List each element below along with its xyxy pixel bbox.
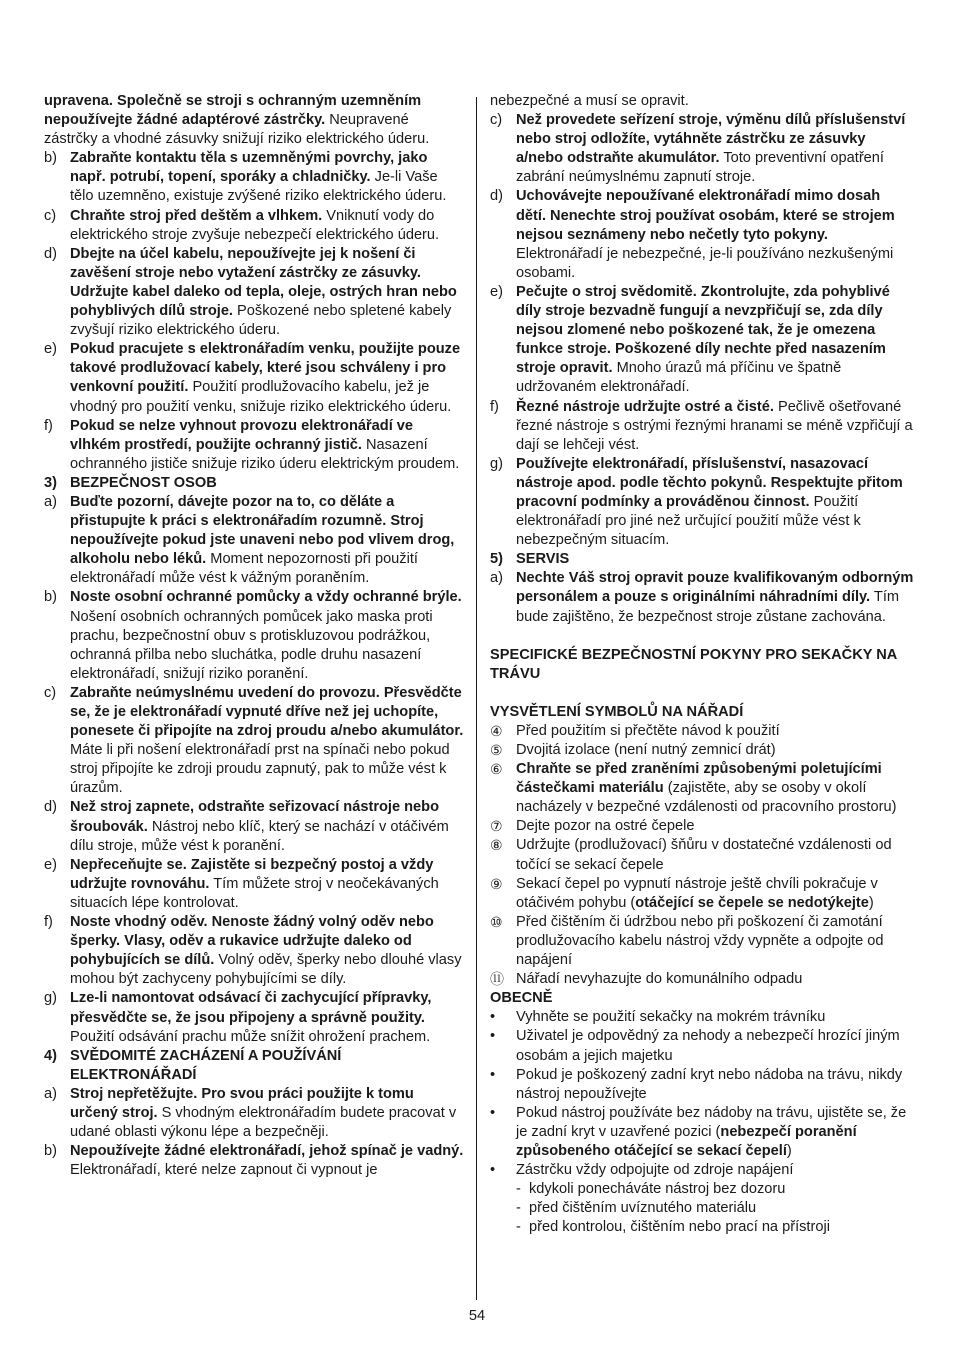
item-marker: c) — [44, 207, 57, 224]
body-text: Dvojitá izolace (není nutný zemnicí drát) — [516, 742, 776, 758]
bullet-item — [490, 1008, 914, 1027]
symbol-item — [490, 760, 914, 817]
body-text: Máte li při nošení elektronářadí prst na spínači nebo pokud stroj připojíte ke zdroji proudu zapnutý, pak to může vést k úrazům. — [70, 742, 450, 797]
list-item — [490, 283, 914, 398]
bold-text: Chraňte stroj před deštěm a vlhkem. — [70, 207, 323, 224]
body-text: nebezpečné a musí se opravit. — [490, 93, 689, 109]
body-text: Vyhněte se použití sekačky na mokrém trávníku — [516, 1009, 826, 1026]
body-text: Elektronářadí, které nelze zapnout či vypnout je — [70, 1162, 378, 1179]
symbol-item — [490, 836, 914, 874]
item-marker: • — [490, 1066, 496, 1083]
body-text: Je-li Vaše tělo uzemněno, existuje zvýšené riziko elektrického úderu. — [70, 169, 447, 205]
body-text: S vhodným elektronářadím budete pracovat v udané oblasti výkonu lépe a bezpečněji. — [70, 1104, 457, 1141]
body-text: Neupravené zástrčky a vhodné zásuvky snižují riziko elektrického úderu. — [44, 112, 430, 148]
body-text: Pokud nástroj používáte bez nádoby na trávu, ujistěte se, že je zadní kryt v uzavřené pozici ( — [516, 1104, 907, 1140]
bold-text: upravena. Společně se stroji s ochranným uzemněním nepoužívejte žádné adaptérové zástrčky. — [44, 93, 422, 129]
body-text: Nástroj nebo klíč, který se nachází v otáčivém dílu stroje, může vést k poranění. — [70, 818, 449, 854]
item-marker: c) — [44, 684, 57, 701]
body-text: Před použitím si přečtěte návod k použití — [516, 722, 780, 739]
body-text: Uživatel je odpovědný za nehody a nebezpečí hrozící jiným osobám a jejich majetku — [516, 1028, 900, 1064]
item-marker: 3) — [44, 474, 57, 491]
item-marker: ⑤ — [490, 742, 503, 758]
right-column — [490, 92, 914, 1237]
heading-text: OBECNĚ — [490, 990, 553, 1007]
body-text: ) — [868, 894, 874, 911]
bold-text: Dbejte na účel kabelu, nepoužívejte jej k nošení či zavěšení stroje nebo vytažení zástrčky ze zásuvky. Udržujte kabel daleko od tepla, oleje, ostrých hran nebo pohyblivých dílů stroje. — [70, 245, 457, 320]
dash-item — [490, 1218, 914, 1237]
bold-text: Pečujte o stroj svědomitě. Zkontrolujte, zda pohyblivé díly stroje bezvadně fungují a nevzpřičují se, zda díly nejsou zlomené nebo poškozené tak, že je omezena funkce stroje. Poškozené díly nechte před nasazením stroje opravit. — [516, 283, 890, 377]
list-item — [44, 798, 464, 855]
item-marker: d) — [44, 245, 57, 262]
bold-text: BEZPEČNOST OSOB — [70, 474, 217, 491]
bold-text: Uchovávejte nepoužívané elektronářadí mimo dosah dětí. Nenechte stroj používat osobám, které se strojem nejsou seznámeny nebo nečetly tyto pokyny. — [516, 188, 895, 243]
list-item — [44, 417, 464, 474]
symbol-item — [490, 875, 914, 913]
paragraph-continuation — [44, 92, 464, 149]
item-marker: a) — [490, 570, 503, 587]
body-text: Udržujte (prodlužovací) šňůru v dostatečné vzdálenosti od točící se sekací čepele — [516, 837, 892, 873]
item-marker: 5) — [490, 551, 503, 568]
item-marker: d) — [44, 799, 57, 816]
body-text: Použití prodlužovacího kabelu, jež je vhodný pro použití venku, snižuje riziko elektrického úderu. — [70, 379, 452, 415]
body-text: Před čištěním či údržbou nebo při poškození či zamotání prodlužovacího kabelu nástroj vždy vypněte a odpojte od napájení — [516, 913, 884, 969]
item-marker: f) — [44, 914, 53, 931]
body-text: Poškozené nebo spletené kabely zvyšují riziko elektrického úderu. — [70, 303, 452, 339]
item-marker: 4) — [44, 1047, 57, 1064]
list-item — [490, 187, 914, 282]
bold-text: Nepoužívejte žádné elektronářadí, jehož spínač je vadný. — [70, 1143, 464, 1160]
bold-text: SERVIS — [516, 551, 570, 568]
bold-text: Zabraňte kontaktu těla s uzemněnými povrchy, jako např. potrubí, topení, sporáky a chladničky. — [70, 150, 428, 186]
body-text: Pečlivě ošetřované řezné nástroje s ostrými řeznými hranami se méně vzpřičují a dají se lehčeji vést. — [516, 398, 913, 453]
list-item — [44, 1142, 464, 1180]
list-item — [44, 245, 464, 340]
section-title — [44, 474, 464, 493]
column-divider — [476, 97, 477, 1300]
bold-text: otáčející se čepele se nedotýkejte — [635, 894, 869, 911]
item-marker: ⑥ — [490, 761, 503, 778]
bullet-item — [490, 1161, 914, 1180]
bold-text: Pokud se nelze vyhnout provozu elektronářadí ve vlhkém prostředí, použijte ochranný jistič. — [70, 417, 414, 453]
body-text: Moment nepozornosti při použití elektronářadí může vést k vážným poraněním. — [70, 551, 418, 587]
body-text: před čištěním uvíznutého materiálu — [529, 1200, 757, 1217]
list-item — [44, 207, 464, 245]
item-marker: f) — [490, 398, 499, 415]
body-text: Použití elektronářadí pro jiné než určující použití může vést k nebezpečným situacím. — [516, 493, 861, 549]
body-text: Nošení osobních ochranných pomůcek jako maska proti prachu, bezpečnostní obuv s protiskluzovou podrážkou, ochranná přilba nebo sluchátka, podle druhu nasazení elektronářadí, snižují riziko poranění. — [70, 608, 433, 682]
list-item — [44, 989, 464, 1046]
item-marker: ⑨ — [490, 875, 503, 892]
bold-text: SVĚDOMITÉ ZACHÁZENÍ A POUŽÍVÁNÍ ELEKTRONÁŘADÍ — [70, 1047, 342, 1083]
item-marker: b) — [44, 150, 57, 167]
body-text: Volný oděv, šperky nebo dlouhé vlasy mohou být zachyceny pohybujícími se díly. — [70, 952, 462, 988]
body-text: Použití odsávání prachu může snížit ohrožení prachem. — [70, 1028, 431, 1045]
bold-text: Noste osobní ochranné pomůcky a vždy ochranné brýle. — [70, 589, 462, 606]
body-text: Tím můžete stroj v neočekávaných situacích lépe kontrolovat. — [70, 875, 439, 911]
list-item — [490, 569, 914, 626]
list-item — [490, 455, 914, 550]
section-heading — [490, 703, 914, 722]
item-marker: c) — [490, 112, 503, 129]
item-marker: e) — [44, 341, 57, 358]
list-item — [44, 149, 464, 206]
item-marker: - — [516, 1181, 521, 1198]
body-text: Nářadí nevyhazujte do komunálního odpadu — [516, 971, 803, 988]
item-marker: - — [516, 1200, 521, 1217]
body-text: (zajistěte, aby se osoby v okolí nacházely v bezpečné vzdálenosti od pracovního prostoru) — [516, 780, 897, 816]
body-text: Sekací čepel po vypnutí nástroje ještě chvíli pokračuje v otáčivém pohybu ( — [516, 875, 878, 911]
heading-text: VYSVĚTLENÍ SYMBOLŮ NA NÁŘADÍ — [490, 703, 744, 720]
list-item — [44, 493, 464, 588]
bold-text: Stroj nepřetěžujte. Pro svou práci použijte k tomu určený stroj. — [70, 1085, 414, 1121]
body-text: Dejte pozor na ostré čepele — [516, 818, 695, 835]
body-text: Elektronářadí je nebezpečné, je-li používáno nezkušenými osobami. — [516, 245, 894, 281]
list-item — [44, 856, 464, 913]
bullet-item — [490, 1066, 914, 1104]
section-heading — [490, 989, 914, 1008]
item-marker: g) — [490, 455, 503, 472]
item-marker: ⑧ — [490, 837, 503, 854]
bold-text: Řezné nástroje udržujte ostré a čisté. — [516, 398, 774, 415]
item-marker: • — [490, 1028, 496, 1045]
section-heading — [490, 646, 914, 684]
body-text: Mnoho úrazů má příčinu ve špatně udržovaném elektronářadí. — [516, 360, 842, 396]
item-marker: b) — [44, 1143, 57, 1160]
bold-text: Nechte Váš stroj opravit pouze kvalifikovaným odborným personálem a pouze s originálními náhradními díly. — [516, 570, 914, 606]
body-text: Vniknutí vody do elektrického stroje zvyšuje nebezpečí elektrického úderu. — [70, 207, 440, 243]
section-title — [44, 1047, 464, 1085]
symbol-item — [490, 741, 914, 760]
bold-text: Nepřeceňujte se. Zajistěte si bezpečný postoj a vždy udržujte rovnováhu. — [70, 856, 434, 892]
body-text: ) — [786, 1142, 792, 1159]
item-marker: e) — [44, 856, 57, 873]
bullet-item — [490, 1104, 914, 1161]
symbol-item — [490, 817, 914, 836]
page-number: 54 — [468, 1308, 486, 1324]
bold-text: Buďte pozorní, dávejte pozor na to, co děláte a přistupujte k práci s elektronářadím rozumně. Stroj nepoužívejte pokud jste unaveni nebo pod vlivem drog, alkoholu nebo léků. — [70, 493, 455, 568]
bold-text: Lze-li namontovat odsávací či zachycující přípravky, přesvědčte se, že jsou připojeny a správně použity. — [70, 990, 432, 1026]
spacer — [490, 684, 914, 703]
item-marker: • — [490, 1162, 496, 1179]
bold-text: Pokud pracujete s elektronářadím venku, použijte pouze takové prodlužovací kabely, které jsou schváleny i pro venkovní použití. — [70, 341, 461, 396]
body-text: Nasazení ochranného jističe snižuje riziko úderu elektrickým proudem. — [70, 436, 460, 472]
item-marker: ⑦ — [490, 818, 503, 835]
item-marker: a) — [44, 493, 57, 510]
bold-text: Zabraňte neúmyslnému uvedení do provozu. Přesvědčte se, že je elektronářadí vypnuté dříve než jej uchopíte, ponesete či připojíte na zdroj proudu a/nebo akumulátor. — [70, 684, 464, 740]
item-marker: - — [516, 1219, 521, 1236]
item-marker: g) — [44, 990, 57, 1007]
list-item — [44, 913, 464, 989]
list-item — [44, 684, 464, 799]
list-item — [490, 398, 914, 455]
list-item — [44, 1085, 464, 1142]
symbol-item — [490, 913, 914, 970]
item-marker: e) — [490, 283, 503, 300]
body-text: Tím bude zajištěno, že bezpečnost stroje zůstane zachována. — [516, 589, 900, 625]
heading-text: SPECIFICKÉ BEZPEČNOSTNÍ POKYNY PRO SEKAČKY NA TRÁVU — [490, 646, 897, 682]
dash-item — [490, 1180, 914, 1199]
body-text: kdykoli ponecháváte nástroj bez dozoru — [529, 1181, 786, 1198]
list-item — [44, 588, 464, 683]
list-item — [490, 111, 914, 187]
dash-item — [490, 1199, 914, 1218]
body-text: Zástrčku vždy odpojujte od zdroje napájení — [516, 1162, 794, 1179]
item-marker: • — [490, 1009, 496, 1026]
bold-text: Chraňte se před zraněními způsobenými poletujícími částečkami materiálu — [516, 761, 882, 797]
item-marker: f) — [44, 417, 53, 434]
bold-text: Než stroj zapnete, odstraňte seřizovací nástroje nebo šroubovák. — [70, 799, 439, 835]
spacer — [490, 627, 914, 646]
paragraph-continuation — [490, 92, 914, 111]
bold-text: nebezpečí poranění způsobeného otáčející se sekací čepelí — [516, 1123, 857, 1159]
item-marker: ⑪ — [490, 971, 504, 988]
item-marker: a) — [44, 1085, 57, 1102]
bullet-item — [490, 1027, 914, 1065]
body-text: Pokud je poškozený zadní kryt nebo nádoba na trávu, nikdy nástroj nepoužívejte — [516, 1066, 903, 1102]
bold-text: Používejte elektronářadí, příslušenství, nasazovací nástroje apod. podle těchto pokynů. Respektujte přitom pracovní podmínky a prováděnou činnost. — [516, 455, 903, 510]
body-text: Toto preventivní opatření zabrání neúmyslnému zapnutí stroje. — [516, 150, 884, 186]
list-item — [44, 340, 464, 416]
item-marker: ④ — [490, 722, 503, 739]
section-title — [490, 550, 914, 569]
item-marker: d) — [490, 188, 503, 205]
item-marker: ⑩ — [490, 913, 503, 930]
symbol-item — [490, 970, 914, 989]
bold-text: Než provedete seřízení stroje, výměnu dílů příslušenství nebo stroj odložíte, vytáhněte zástrčku ze zásuvky a/nebo odstraňte akumulátor. — [516, 112, 906, 167]
body-text: před kontrolou, čištěním nebo prací na přístroji — [529, 1219, 830, 1236]
bold-text: Noste vhodný oděv. Nenoste žádný volný oděv nebo šperky. Vlasy, oděv a rukavice udržujte daleko od pohybujících se dílů. — [70, 914, 434, 969]
item-marker: b) — [44, 589, 57, 606]
item-marker: • — [490, 1104, 496, 1121]
left-column — [44, 92, 464, 1180]
symbol-item — [490, 722, 914, 741]
